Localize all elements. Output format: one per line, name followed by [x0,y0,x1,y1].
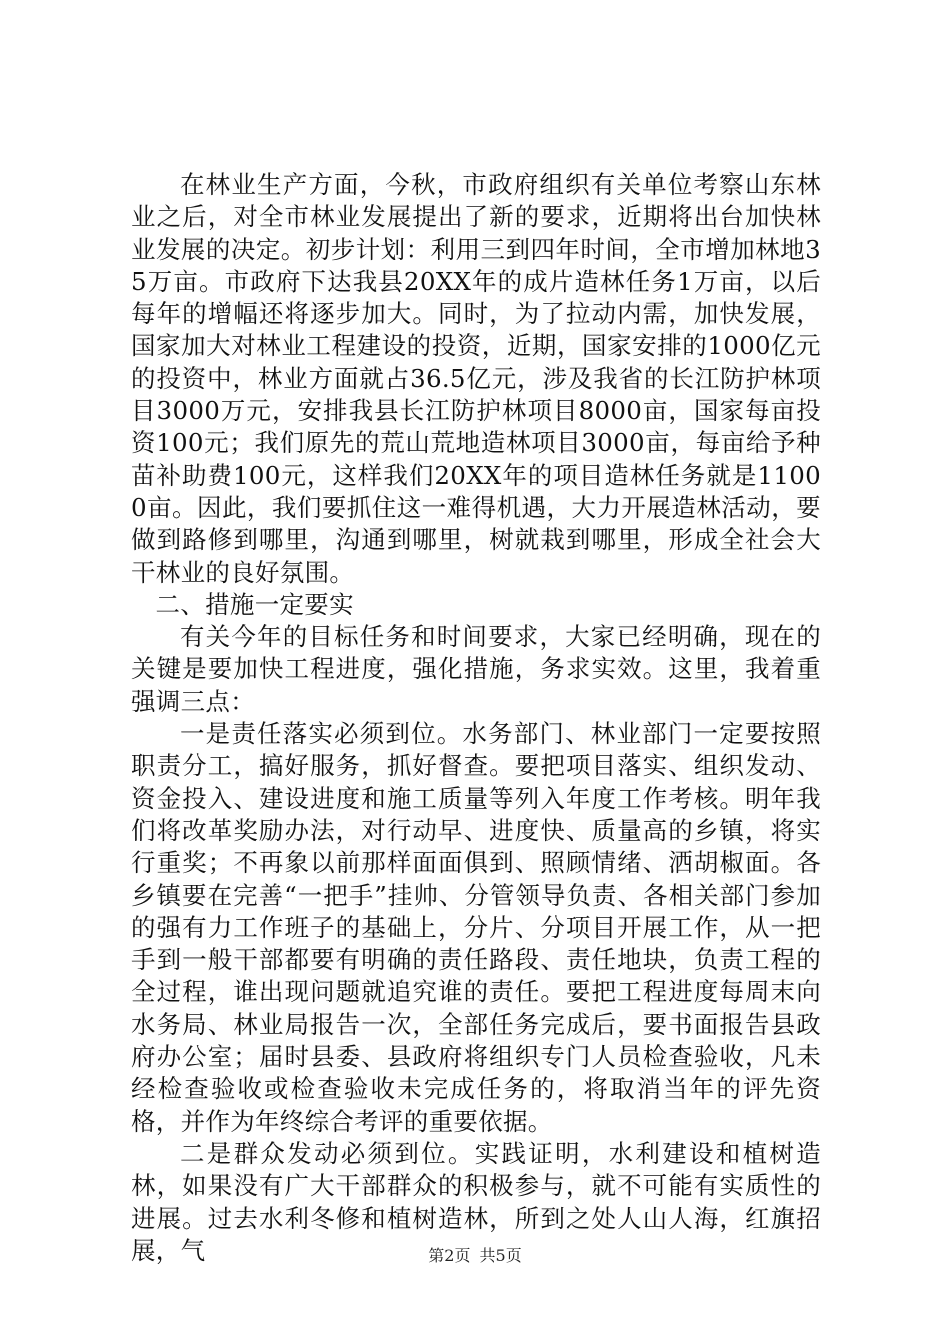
paragraph-key-points-intro: 有关今年的目标任务和时间要求，大家已经明确，现在的关键是要加快工程进度，强化措施，务求实效。这里，我着重强调三点： [131,622,821,716]
paragraph-forestry-production: 在林业生产方面，今秋，市政府组织有关单位考察山东林业之后，对全市林业发展提出了新的要求，近期将出台加快林业发展的决定。初步计划：利用三到四年时间，全市增加林地35万亩。市政府下达我县20XX年的成片造林任务1万亩，以后每年的增幅还将逐步加大。同时，为了拉动内需，加快发展，国家加大对林业工程建设的投资，近期，国家安排的1000亿元的投资中，林业方面就占36.5亿元，涉及我省的长江防护林项目3000万元，安排我县长江防护林项目8000亩，国家每亩投资100元；我们原先的荒山荒地造林项目3000亩，每亩给予种苗补助费100元，这样我们20XX年的项目造林任务就是11000亩。因此，我们要抓住这一难得机遇，大力开展造林活动，要做到路修到哪里，沟通到哪里，树就栽到哪里，形成全社会大干林业的良好氛围。 [131,170,821,587]
document-body [131,169,821,1267]
section-heading-measures: 二、措施一定要实 [155,589,354,619]
paragraph-responsibility: 一是责任落实必须到位。水务部门、林业部门一定要按照职责分工，搞好服务，抓好督查。要把项目落实、组织发动、资金投入、建设进度和施工质量等列入年度工作考核。明年我们将改革奖励办法，对行动早、进度快、质量高的乡镇，将实行重奖；不再象以前那样面面俱到、照顾情绪、洒胡椒面。各乡镇要在完善“一把手”挂帅、分管领导负责、各相关部门参加的强有力工作班子的基础上，分片、分项目开展工作，从一把手到一般干部都要有明确的责任路段、责任地块，负责工程的全过程，谁出现问题就追究谁的责任。要把工程进度每周末向水务局、林业局报告一次，全部任务完成后，要书面报告县政府办公室；届时县委、县政府将组织专门人员检查验收，凡未经检查验收或检查验收未完成任务的，将取消当年的评先资格，并作为年终综合考评的重要依据。 [131,719,821,1136]
page-footer [0,1246,950,1266]
page-number: 第2页 [428,1246,471,1265]
paragraph-mass-mobilization: 二是群众发动必须到位。实践证明，水利建设和植树造林，如果没有广大干部群众的积极参与，就不可能有实质性的进展。过去水利冬修和植树造林，所到之处人山人海，红旗招展，气 [131,1138,821,1265]
page-total: 共5页 [479,1246,522,1265]
